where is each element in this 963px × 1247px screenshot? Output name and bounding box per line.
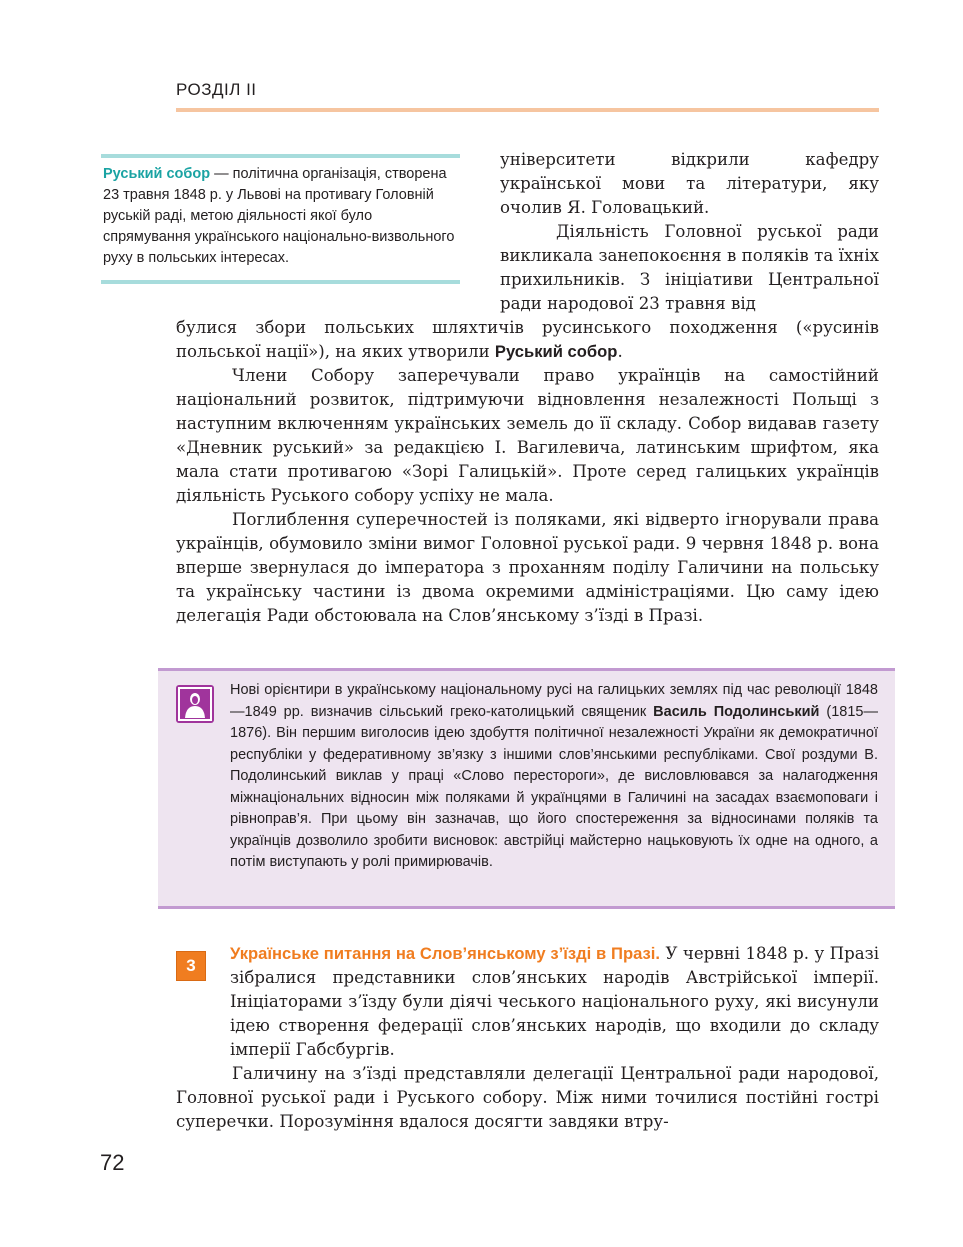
main-text bbox=[176, 316, 879, 628]
section-number-badge: 3 bbox=[176, 951, 206, 981]
paragraph-continuation bbox=[176, 316, 879, 364]
section-title: Українське питання на Слов’янському з’їзді в Празі. bbox=[230, 944, 660, 963]
header-rule bbox=[176, 108, 879, 112]
definition-box bbox=[101, 154, 460, 284]
paragraph: Галичину на з’їзді представляли делегації Центральної ради народової, Головної руської ради і Руського собору. Між ними точилися постійні гострі суперечки. Порозуміння вдалося досягти завдяки втру- bbox=[176, 1064, 879, 1131]
definition-term: Руський собор bbox=[103, 166, 211, 182]
paragraph: Діяльність Головної руської ради викликала занепокоєння в поляків та їхніх прихильників. З ініціативи Центральної ради народової 23 травня від bbox=[500, 222, 879, 313]
definition-text: — політична організація, створена 23 травня 1848 р. у Львові на противагу Головній руській раді, метою діяльності якої було спрямування українського національно-визвольного руху в польських інтересах. bbox=[103, 166, 455, 266]
section-3-text bbox=[176, 942, 879, 1134]
right-column-text bbox=[500, 148, 879, 316]
text-run: У червні 1848 р. у Празі зібралися представники слов’янських народів Австрійської імперії. Ініціаторами з’їзду були діячі чеського національного руху, які висунули ідею створення федерації слов’янських народів, що входили до складу імперії Габсбургів. bbox=[230, 944, 879, 1059]
running-head: РОЗДІЛ ІІ bbox=[176, 80, 257, 99]
text-run: Нові орієнтири в українському національному русі на галицьких землях під час революції 1848—1849 рр. визначив сільський греко-католицький священик bbox=[230, 682, 878, 720]
person-name: Василь Подолинський bbox=[653, 703, 820, 720]
bold-term: Руський собор bbox=[494, 342, 618, 361]
paragraph: Поглиблення суперечностей із поляками, які відверто ігнорували права українців, обумовило зміни вимог Головної руської ради. 9 червня 1848 р. вона вперше звернулася до імператора з проханням поділу Галичини на польську та українську частини із двома окремими адміністраціями. Цю саму ідею делегація Ради обстоювала на Слов’янському з’їзді в Празі. bbox=[176, 510, 879, 625]
page-number: 72 bbox=[100, 1150, 125, 1175]
info-box bbox=[158, 668, 895, 909]
portrait-icon bbox=[176, 685, 214, 723]
info-box-text bbox=[230, 680, 878, 874]
text-run: булися збори польських шляхтичів русинського походження («русинів польської нації»), на яких утворили bbox=[176, 318, 879, 361]
text-run: . bbox=[617, 342, 623, 361]
paragraph: Члени Собору заперечували право українців на самостійний національний розвиток, підтримуючи відновлення незалежності Польщі з наступним включенням українських земель до її складу. Собор видавав газету «Дневник руський» за редакцією І. Вагилевича, латинським шрифтом, яка мала стати противагою «Зорі Галицькій». Проте серед галицьких українців діяльність Руського собору успіху не мала. bbox=[176, 366, 879, 505]
section-first-paragraph bbox=[176, 942, 879, 1062]
paragraph: університети відкрили кафедру української мови та літератури, яку очолив Я. Головацький. bbox=[500, 150, 879, 217]
text-run: (1815—1876). Він першим виголосив ідею здобуття політичної незалежності України як демократичної республіки у федеративному зв’язку з іншими слов’янськими республіками. Свої роздуми В. Подолинський виклав у праці «Слово перестороги», де висловлювався за налагодження міжнаціональних відносин між поляками й українцями в Галичині на засадах взаємоповаги і рівноправ’я. При цьому він зазначав, що його спостереження за відносинами поляків та українців дозволило зробити висновок: австрійці майстерно нацьковують їх одне на одного, а потім виступають у ролі примирювачів. bbox=[230, 703, 878, 870]
